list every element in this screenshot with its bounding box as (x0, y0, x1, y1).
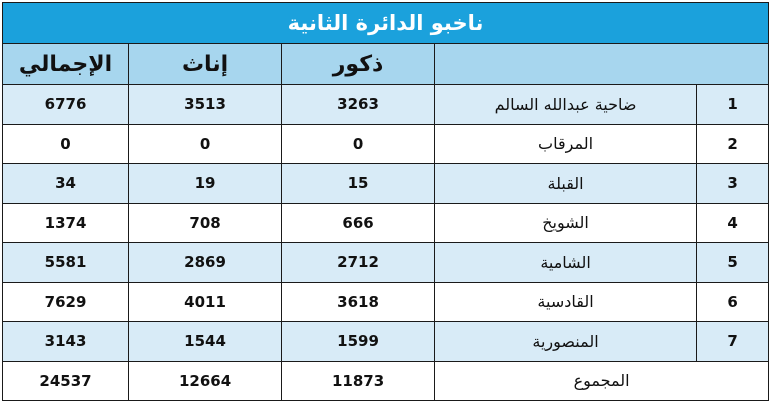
males-cell: 3618 (282, 282, 435, 322)
summary-females: 12664 (129, 361, 282, 401)
row-number: 3 (697, 164, 769, 204)
area-name: الشويخ (435, 203, 697, 243)
table-row (3, 124, 769, 164)
females-cell: 2869 (129, 243, 282, 283)
females-cell: 19 (129, 164, 282, 204)
area-name: المرقاب (435, 124, 697, 164)
females-cell: 0 (129, 124, 282, 164)
females-cell: 708 (129, 203, 282, 243)
header-total: الإجمالي (3, 44, 129, 85)
header-blank (435, 44, 769, 85)
females-cell: 3513 (129, 85, 282, 125)
row-number: 7 (697, 322, 769, 362)
table-row (3, 203, 769, 243)
males-cell: 2712 (282, 243, 435, 283)
summary-row (3, 361, 769, 401)
total-cell: 34 (3, 164, 129, 204)
title-row (3, 3, 769, 44)
area-name: المنصورية (435, 322, 697, 362)
total-cell: 1374 (3, 203, 129, 243)
row-number: 1 (697, 85, 769, 125)
header-males: ذكور (282, 44, 435, 85)
males-cell: 666 (282, 203, 435, 243)
total-cell: 7629 (3, 282, 129, 322)
summary-label: المجموع (435, 361, 769, 401)
table-title: ناخبو الدائرة الثانية (3, 3, 769, 44)
row-number: 6 (697, 282, 769, 322)
header-females: إناث (129, 44, 282, 85)
total-cell: 6776 (3, 85, 129, 125)
area-name: القبلة (435, 164, 697, 204)
table-row (3, 85, 769, 125)
area-name: القادسية (435, 282, 697, 322)
row-number: 5 (697, 243, 769, 283)
header-row (3, 44, 769, 85)
table-row (3, 164, 769, 204)
table-row (3, 282, 769, 322)
total-cell: 0 (3, 124, 129, 164)
area-name: ضاحية عبدالله السالم (435, 85, 697, 125)
area-name: الشامية (435, 243, 697, 283)
females-cell: 1544 (129, 322, 282, 362)
table-row (3, 322, 769, 362)
males-cell: 0 (282, 124, 435, 164)
total-cell: 3143 (3, 322, 129, 362)
table-row (3, 243, 769, 283)
voters-table (2, 2, 769, 401)
females-cell: 4011 (129, 282, 282, 322)
males-cell: 1599 (282, 322, 435, 362)
summary-males: 11873 (282, 361, 435, 401)
males-cell: 15 (282, 164, 435, 204)
total-cell: 5581 (3, 243, 129, 283)
row-number: 4 (697, 203, 769, 243)
summary-total: 24537 (3, 361, 129, 401)
row-number: 2 (697, 124, 769, 164)
males-cell: 3263 (282, 85, 435, 125)
